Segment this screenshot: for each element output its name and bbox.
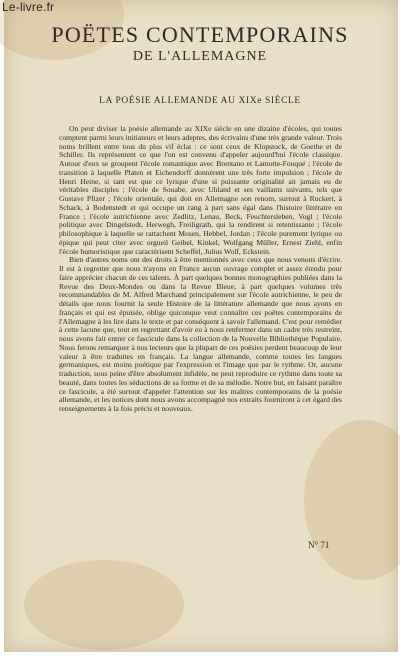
page-subtitle: DE L'ALLEMAGNE	[132, 49, 268, 64]
section-heading: LA POÉSIE ALLEMANDE AU XIXe SIÈCLE	[99, 96, 301, 106]
body-text	[59, 125, 342, 414]
page-title: POËTES CONTEMPORAINS	[51, 22, 349, 47]
site-watermark: Le-livre.fr	[2, 0, 55, 14]
body-paragraph: Bien d'autres noms ont des droits à être mentionnés avec ceux que nous venons d'écrire. Il est à regretter que nous n'ayons en France aucun ouvrage complet et assez étendu pour faire apprécier chacun de ces talents. À part quelques bonnes monographies publiées dans la Revue des Deux-Mondes ou dans la Revue Bleue, à part quelques volumes très recommandables de M. Alfred Marchand principalement sur l'école autrichienne, le peu de détails que nous fournit la seule Histoire de la littérature allemande que nous ayons en français et qui est épuisée, oblige quiconque veut connaître ces poëtes contemporains de l'Allemagne à les lire dans le texte et par conséquent à savoir l'allemand. C'est pour remédier à cette lacune que, tout en regrettant d'avoir eu à nous renfermer dans un cadre très restreint, nous avons fait entrer ce fascicule dans la collection de la Nouvelle Bibliothèque Populaire. Nous ferons remarquer à nos lecteurs que la plupart de ces poésies perdent beaucoup de leur valeur à être traduites en français. La langue allemande, comme toutes les langues germaniques, est moins poétique par l'expression et l'image que par le rythme. Or, aucune traduction, sous peine d'être absolument infidèle, ne peut reproduire ce rythme dans toute sa beauté, dans toutes les séductions de sa forme et de sa mélodie. Notre but, en faisant paraître ce fascicule, a été surtout d'appeler l'attention sur les maîtres contemporains de la poésie allemande, et les notices dont nous avons accompagné nos extraits fourniront à cet égard des renseignements à la fois précis et nouveaux.	[59, 255, 342, 413]
paper-stain	[24, 560, 184, 650]
paper-stain	[304, 420, 400, 580]
body-paragraph: On peut diviser la poésie allemande au XIXe siècle en une dizaine d'écoles, qui toutes comptent parmi leurs initiateurs et leurs adeptes, des écrivains d'une très grande valeur. Trois noms brillent entre tous du plus vif éclat : ce sont ceux de Klopstock, de Goethe et de Schiller. Ils représentent ce que l'on est convenu d'appeler aujourd'hui l'école classique. Autour d'eux se groupent l'école romantique avec Brentano et Lamotte-Fouqué ; l'école de transition à laquelle Platen et Eichendorff donnèrent une très forte impulsion ; l'école de Henri Heine, si tant est que ce lyrique d'une si puissante originalité ait jamais eu de véritables disciples ; l'école de Souabe, avec Uhland et ses vaillants suivants, tels que Gustave Pfizer ; l'école orientale, qui doit en Allemagne son renom, surtout à Ruckert, à Schack, à Bodenstedt et qui occupe un rang à part sans égal dans l'histoire littéraire en France ; l'école autrichienne avec Zedlitz, Lenau, Beck, Feuchtersleben, Vogl ; l'école politique avec Dingelstedt, Herwegh, Freiligrath, qui la rendirent si retentissante ; l'école philosophique à laquelle se rattachent Mosen, Hebbel, Jordan ; l'école purement lyrique ou épique qui peut citer avec orgueil Geibel, Kinkel, Wolfgang Müller, Ernest Ziehl, enfin l'école humoristique que caractérisent Scheffel, Julius Wolf, Eckstein.	[59, 124, 342, 256]
page-number: N° 71	[308, 540, 330, 550]
